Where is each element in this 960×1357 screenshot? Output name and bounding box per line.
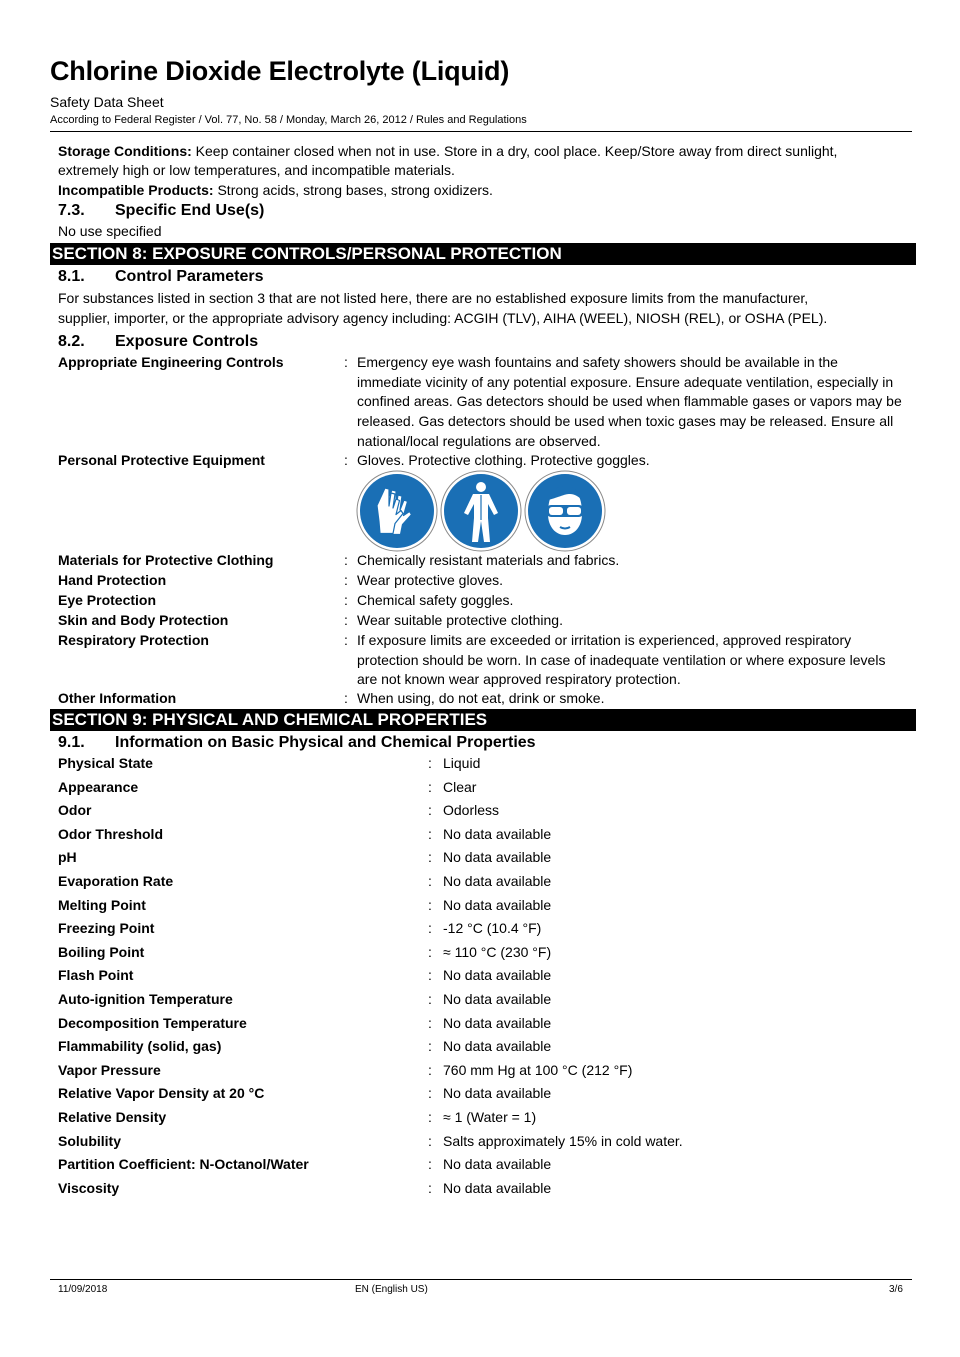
property-colon: : [428,1179,432,1196]
row-label: Eye Protection [58,592,157,608]
row-colon: : [344,690,348,706]
property-label: Evaporation Rate [58,873,174,889]
property-value: No data available [443,991,552,1007]
property-value: Liquid [443,755,481,771]
incompatible-products-value: Strong acids, strong bases, strong oxidizers. [217,182,493,198]
control-parameters-line1: For substances listed in section 3 that are not listed here, there are no established exposure limits from the manufacturer, [58,290,809,306]
property-colon: : [428,825,432,842]
row-value: If exposure limits are exceeded or irritation is experienced, approved respiratory protection should be worn. In case of inadequate ventilation or where exposure levels are not known wear approved respiratory protection. [357,632,886,688]
subsection-7-3-heading [58,201,264,221]
property-value: Salts approximately 15% in cold water. [443,1132,683,1149]
property-colon: : [428,849,432,866]
property-value: No data available [443,1038,552,1055]
header-divider [50,131,912,132]
property-label: Odor [58,802,92,819]
property-colon: : [428,1038,432,1055]
row-colon: : [344,354,348,370]
control-parameters-line2: supplier, importer, or the appropriate advisory agency including: ACGIH (TLV), AIHA (WEEL), NIOSH (REL), or OSHA (PEL). [58,310,828,326]
storage-conditions-text: Keep container closed when not in use. Store in a dry, cool place. Keep/Store away from direct sunlight, [195,143,838,159]
property-value: -12 °C (10.4 °F) [443,920,542,937]
row-label: Respiratory Protection [58,632,209,648]
storage-conditions-line1 [58,141,837,161]
row-colon: : [344,552,348,568]
gloves-icon [356,470,438,552]
footer-divider [50,1279,912,1280]
row-value: When using, do not eat, drink or smoke. [357,690,605,706]
subsection-title: Control Parameters [115,268,264,285]
row-colon: : [344,572,348,588]
property-colon: : [428,920,432,937]
property-value: Clear [443,778,477,795]
goggles-icon [524,470,606,552]
property-value: No data available [443,825,552,842]
property-label: Melting Point [58,896,146,913]
row-value: Wear protective gloves. [357,572,504,588]
row-value: Chemical safety goggles. [357,592,514,608]
property-label: Viscosity [58,1179,120,1196]
property-value: ≈ 110 °C (230 °F) [443,943,552,960]
property-value: No data available [443,873,552,889]
incompatible-products [58,180,493,200]
property-colon: : [428,1109,432,1125]
property-value: No data available [443,1156,552,1173]
subsection-title: Exposure Controls [115,333,259,350]
property-colon: : [428,755,432,771]
property-colon: : [428,1156,432,1173]
property-colon: : [428,802,432,819]
subsection-title: Specific End Use(s) [115,202,265,219]
subsection-8-1-heading [58,267,264,287]
property-value: No data available [443,849,552,866]
subsection-number: 8.1. [58,268,85,285]
row-label: Personal Protective Equipment [58,452,265,468]
property-colon: : [428,1085,432,1102]
subsection-8-2-heading [58,332,258,352]
property-colon: : [428,896,432,913]
footer-page-number: 3/6 [889,1284,903,1295]
property-label: Relative Vapor Density at 20 °C [58,1085,265,1102]
row-colon: : [344,632,348,648]
row-label: Skin and Body Protection [58,612,229,628]
property-colon: : [428,967,432,984]
row-colon: : [344,592,348,608]
row-label: Other Information [58,690,177,706]
end-use-text: No use specified [58,223,162,239]
subsection-9-1-heading [58,733,536,753]
protective-clothing-icon [440,470,522,552]
subsection-title: Information on Basic Physical and Chemical Properties [115,734,536,751]
property-value: No data available [443,967,552,984]
row-value: Emergency eye wash fountains and safety showers should be available in the immediate vicinity of any potential exposure. Ensure adequate ventilation, especially in confined areas. Gas detectors should be used when flammable gases or vapors may be released. Gas detectors should be used when toxic gases may be released. Ensure all national/local regulations are observed. [357,354,902,449]
row-colon: : [344,612,348,628]
property-label: Appearance [58,778,139,795]
property-label: Relative Density [58,1109,167,1125]
row-label: Hand Protection [58,572,167,588]
property-label: pH [58,849,77,866]
property-label: Flash Point [58,967,134,984]
property-label: Freezing Point [58,920,155,937]
storage-conditions-line2: extremely high or low temperatures, and incompatible materials. [58,162,455,178]
property-value: No data available [443,1085,552,1102]
document-title: Chlorine Dioxide Electrolyte (Liquid) [50,56,510,86]
property-value: No data available [443,1014,552,1031]
property-label: Physical State [58,755,153,771]
property-colon: : [428,778,432,795]
property-value: No data available [443,1179,552,1196]
property-colon: : [428,991,432,1007]
row-colon: : [344,452,348,468]
property-label: Odor Threshold [58,825,163,842]
row-value: Chemically resistant materials and fabrics. [357,552,620,568]
document-subtitle: Safety Data Sheet [50,94,164,110]
property-colon: : [428,873,432,889]
property-value: ≈ 1 (Water = 1) [443,1109,537,1125]
row-value: Gloves. Protective clothing. Protective goggles. [357,452,650,468]
property-label: Solubility [58,1132,121,1149]
regulation-reference: According to Federal Register / Vol. 77, No. 58 / Monday, March 26, 2012 / Rules and Regulations [50,114,527,126]
subsection-number: 7.3. [58,202,85,219]
property-value: Odorless [443,802,500,819]
section-8-header: SECTION 8: EXPOSURE CONTROLS/PERSONAL PROTECTION [50,243,916,265]
row-value: Wear suitable protective clothing. [357,612,563,628]
property-colon: : [428,1014,432,1031]
footer-date: 11/09/2018 [58,1284,108,1295]
property-colon: : [428,1061,432,1078]
property-label: Vapor Pressure [58,1061,161,1078]
subsection-number: 9.1. [58,734,85,751]
row-label: Appropriate Engineering Controls [58,354,284,370]
property-label: Auto-ignition Temperature [58,991,233,1007]
section-9-header: SECTION 9: PHYSICAL AND CHEMICAL PROPERTIES [50,709,916,731]
incompatible-products-label: Incompatible Products: [58,182,214,198]
property-label: Partition Coefficient: N-Octanol/Water [58,1156,309,1173]
property-value: 760 mm Hg at 100 °C (212 °F) [443,1061,633,1078]
storage-conditions-label: Storage Conditions: [58,143,192,159]
property-label: Decomposition Temperature [58,1014,247,1031]
property-label: Boiling Point [58,943,145,960]
property-colon: : [428,1132,432,1149]
subsection-number: 8.2. [58,333,85,350]
property-label: Flammability (solid, gas) [58,1038,222,1055]
footer-language: EN (English US) [355,1284,428,1295]
property-value: No data available [443,896,552,913]
property-colon: : [428,943,432,960]
row-label: Materials for Protective Clothing [58,552,274,568]
